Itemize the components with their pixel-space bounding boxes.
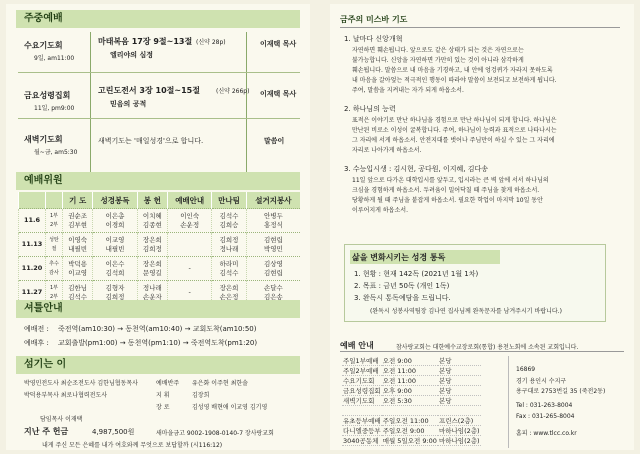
duty-cell: - xyxy=(168,281,212,305)
prayer-body: 자리로 나아가게 하옵소서. xyxy=(352,147,422,154)
duty-header: 봉 헌 xyxy=(137,192,167,209)
prayer-body: 크심을 경험하게 하옵소서. 두려움이 밀어닥칠 때 주님을 찾게 하옵소서. xyxy=(352,187,540,194)
prayer-body: 이루어지게 하옵소서. xyxy=(352,207,408,214)
duty-cell: 김희정 정나래 xyxy=(212,233,246,257)
duty-part: 1부 2부 xyxy=(46,281,63,305)
worship-sub: 믿음의 공적 xyxy=(110,100,147,108)
schedule-name: 주일2부예배 xyxy=(342,366,382,376)
duty-cell: 이교영 내필빈 xyxy=(93,233,137,257)
address-line: 용구대로 2753번길 35 (죽전2동) xyxy=(516,388,606,395)
bank-account: 새마을금고 9002-1908-0140-7 장사랑교회 xyxy=(156,430,274,437)
server-role: 지 휘 xyxy=(156,392,170,399)
server-role: 장 로 xyxy=(156,404,170,411)
schedule-place: 마하나임(2층) xyxy=(438,427,480,435)
server-names: 김성영 배현애 이교영 김기영 xyxy=(192,404,268,411)
weekday-worship-title: 주중예배 xyxy=(16,10,300,28)
duty-part: 추수감사 xyxy=(46,257,63,281)
bible-reading-item: 1. 현황 : 현재 142독 (2021년 1월 1차) xyxy=(354,270,479,278)
right-page xyxy=(330,4,634,450)
worship-leader: 이재택 목사 xyxy=(260,90,297,98)
worship-name: 새벽기도회 xyxy=(24,135,63,144)
schedule-time: 매월 5일오전 9:00 xyxy=(382,437,437,445)
duty-date: 11.6 xyxy=(19,209,46,233)
prayer-body: 그 자리에 서게 하옵소서. 안전지대를 벗어나 주님만이 하실 수 있는 그 자리에 xyxy=(352,137,555,144)
duty-date: 11.13 xyxy=(19,233,46,257)
offering-amount: 4,987,500원 xyxy=(92,428,135,436)
schedule-row xyxy=(342,426,481,436)
schedule-row xyxy=(342,396,481,406)
worship-text: 새벽기도는 '매일성경'으로 합니다. xyxy=(98,137,204,145)
prayer-body: 훼손됩니다. 말씀으로 내 마음을 기경하고, 내 안에 엉겅퀴가 자라지 못하도록 xyxy=(352,67,553,74)
prayer-body: 만난된 비로소 이성이 굴복합니다. 주여, 하나님이 능력과 표적으로 나타나시는 xyxy=(352,127,557,134)
schedule-row xyxy=(342,436,481,446)
worship-text: 마태복음 17장 9절~13절 xyxy=(98,37,193,46)
schedule-row xyxy=(342,376,481,386)
worship-time: 월~금, am5:30 xyxy=(34,149,78,156)
duty-cell: 김형자 김희정 xyxy=(93,281,137,305)
divider xyxy=(340,351,624,352)
schedule-place: 마하나임(2층) xyxy=(438,437,480,445)
duty-cell: 권순조 김부현 xyxy=(63,209,93,233)
schedule-place: 본당 xyxy=(438,386,481,396)
worship-name: 수요기도회 xyxy=(24,41,63,50)
prayer-body: 당황하게 될 때 주님을 붙잡게 하옵소서. 필요한 학업이 마지막 10일 동안 xyxy=(352,197,543,204)
bible-reading-item: 3. 완독시 통독예담을 드립니다. xyxy=(354,294,451,302)
postal-code: 16869 xyxy=(516,366,536,373)
server-line: 박덕용부목사 최로나협력전도사 xyxy=(24,392,108,399)
prayer-body: 불가능합니다. 신앙을 자연하면 가만히 있는 것이 아니라 삼각하게 xyxy=(352,57,524,64)
duty-row xyxy=(19,209,301,233)
prayer-title: 금주의 미스바 기도 xyxy=(340,15,408,24)
prayer-body: 주여, 말씀을 지켜내는 자가 되게 하옵소서. xyxy=(352,87,464,94)
address-line: 경기 용인시 수지구 xyxy=(516,378,567,385)
duty-row xyxy=(19,233,301,257)
servers-title: 섬기는 이 xyxy=(16,356,300,374)
server-line: 박영민전도사 최순조전도사 김한님협동목사 xyxy=(24,380,138,387)
schedule-name: 다니엘중등부 xyxy=(343,427,381,435)
bible-verse: 내게 주신 모든 은혜를 내가 여호와께 무엇으로 보답할까 (시116:12) xyxy=(42,442,223,449)
worship-leader: 말씀이 xyxy=(264,137,285,145)
duty-cell: 장은희 손은정 xyxy=(212,281,246,305)
divider xyxy=(18,72,300,73)
service-schedule xyxy=(342,356,481,446)
schedule-time: 오전 9:00 xyxy=(382,356,438,366)
duty-date: 11.27 xyxy=(19,281,46,305)
schedule-name: 유초등부예배 xyxy=(343,417,381,425)
telephone: Tel : 031-263-8004 xyxy=(516,402,573,409)
prayer-head: 3. 수능입시생 : 김시현, 공다원, 이지혜, 김다송 xyxy=(344,165,489,173)
left-page xyxy=(6,4,310,450)
duty-cell: 김현립 박영민 xyxy=(246,233,300,257)
worship-leader: 이재택 목사 xyxy=(260,40,297,48)
fax: Fax : 031-265-8004 xyxy=(516,413,575,420)
duty-cell: 하라미 김석수 xyxy=(212,257,246,281)
duty-part: 성탄절 xyxy=(46,233,63,257)
duty-header: 예배안내 xyxy=(168,192,212,209)
schedule-name: 새벽기도회 xyxy=(342,396,382,406)
divider xyxy=(508,356,509,448)
divider xyxy=(340,27,620,28)
shuttle-route: 죽전역(am10:30) → 동천역(am10:40) → 교회도착(am10:50) xyxy=(58,325,257,333)
duty-cell: 안병두 홍정식 xyxy=(246,209,300,233)
bible-reading-item: 2. 목표 : 금년 50독 (개인 1독) xyxy=(354,282,450,290)
worship-text: 고린도전서 3장 10절~15절 xyxy=(98,86,200,95)
schedule-name: 주일1부예배 xyxy=(342,356,382,366)
duty-cell: 이은수 김석희 xyxy=(93,257,137,281)
divider xyxy=(18,118,300,119)
shuttle-route: 교회출발(pm1:00) → 동천역(pm1:10) → 죽전역도착(pm1:20) xyxy=(58,339,258,347)
worship-time: 9일, am11:00 xyxy=(34,55,75,62)
schedule-time: 오전 11:00 xyxy=(382,376,438,386)
duty-part: 1부 2부 xyxy=(46,209,63,233)
schedule-place: 본당 xyxy=(438,376,481,386)
schedule-row xyxy=(342,366,481,376)
church-affiliation: 참사랑교회는 대한예수교장로회(통합) 용천노회에 소속된 교회입니다. xyxy=(396,344,579,351)
duty-cell: 장은희 문영길 xyxy=(137,257,167,281)
schedule-place: 본당 xyxy=(438,366,481,376)
schedule-time: 오전 5:30 xyxy=(382,396,438,406)
worship-note: (신약 266p) xyxy=(216,88,250,95)
duty-header-date xyxy=(19,192,46,209)
prayer-body: 자연하면 훼손됩니다. 앞으로도 같은 상태가 되는 것은 자연으로는 xyxy=(352,47,524,54)
offering-label: 지난 주 헌금 xyxy=(24,427,69,436)
worship-name: 금요성령집회 xyxy=(24,91,71,100)
schedule-place: 프린스(2층) xyxy=(438,416,481,426)
divider xyxy=(90,32,91,176)
schedule-place: 본당 xyxy=(438,356,481,366)
schedule-time xyxy=(382,406,438,416)
duty-cell: 장은희 김희정 xyxy=(137,233,167,257)
prayer-body: 내 마음을 갈아엎는 적극적인 행동이 따라야 말씀이 보전되고 보전하게 됩니다. xyxy=(352,77,557,84)
schedule-row xyxy=(342,406,481,416)
schedule-row xyxy=(342,356,481,366)
duty-header: 설거지봉사 xyxy=(246,192,300,209)
duty-cell: 김한님 김석수 xyxy=(63,281,93,305)
duty-header: 만나팀 xyxy=(212,192,246,209)
duty-header-part xyxy=(46,192,63,209)
schedule-name xyxy=(342,406,382,416)
duty-title: 예배위원 xyxy=(16,172,300,190)
schedule-time: 주일오전 11:00 xyxy=(382,416,438,426)
schedule-place: 본당 xyxy=(438,396,481,406)
duty-cell: 정나래 손운자 xyxy=(137,281,167,305)
shuttle-label: 예배후 : xyxy=(24,339,49,347)
schedule-place xyxy=(438,406,481,416)
worship-note: (신약 28p) xyxy=(196,39,226,46)
worship-sub: 엘리야의 심정 xyxy=(110,51,154,59)
schedule-time: 오전 11:00 xyxy=(382,366,438,376)
duty-cell: 이영숙 내필빈 xyxy=(63,233,93,257)
duty-cell: 박덕용 이교영 xyxy=(63,257,93,281)
duty-cell xyxy=(168,233,212,257)
schedule-name: 수요기도회 xyxy=(342,376,382,386)
shuttle-label: 예배전 : xyxy=(24,325,49,333)
server-role: 예배반주 xyxy=(156,380,180,387)
shuttle-title: 셔틀안내 xyxy=(16,300,300,318)
homepage[interactable]: 홈피 : www.tlcc.co.kr xyxy=(516,430,577,437)
divider xyxy=(246,32,247,176)
prayer-head: 2. 하나님의 능력 xyxy=(344,105,396,113)
prayer-head: 1. 날마다 신앙개혁 xyxy=(344,35,403,43)
duty-header-row xyxy=(19,192,301,209)
bible-reading-note: (완독시 성봉사역팀장 김나연 집사님께 완독문자를 남겨주시기 바랍니다.) xyxy=(370,308,562,315)
duty-cell: - xyxy=(168,257,212,281)
schedule-name: 금요성령집회 xyxy=(343,387,381,395)
service-info-title: 예배 안내 xyxy=(340,341,374,350)
duty-date: 11.20 xyxy=(19,257,46,281)
schedule-row xyxy=(342,386,481,396)
duty-cell: 손달수 김은송 xyxy=(246,281,300,305)
schedule-time: 주일오전 9:00 xyxy=(382,426,438,436)
duty-cell: 이치혜 김종현 xyxy=(137,209,167,233)
server-names: 김장희 xyxy=(192,392,210,399)
duty-cell: 이인숙 손운정 xyxy=(168,209,212,233)
schedule-name: 3040공동체 xyxy=(342,436,382,446)
bible-reading-title: 삶을 변화시키는 성경 통독 xyxy=(352,253,446,262)
prayer-body: 표적은 이야기로 만난 하나님을 경험으로 만난 하나님이 되게 합니다. 하나님은 xyxy=(352,117,557,124)
duty-row xyxy=(19,257,301,281)
duty-cell: 이은총 이경희 xyxy=(93,209,137,233)
schedule-row xyxy=(342,416,481,426)
duty-header: 성경봉독 xyxy=(93,192,137,209)
server-names: 유은화 이주현 최한솔 xyxy=(192,380,248,387)
prayer-body: 11일 앞으로 다가온 대학입시를 앞두고, 입시라는 큰 벽 앞에 서서 하나님의 xyxy=(352,177,549,184)
duty-body xyxy=(19,209,301,305)
duty-cell: 김상영 김현립 xyxy=(246,257,300,281)
senior-pastor: 담임목사 이재택 xyxy=(40,416,83,423)
duty-header: 기 도 xyxy=(63,192,93,209)
duty-cell: 김석수 김희승 xyxy=(212,209,246,233)
duty-table xyxy=(18,192,300,304)
worship-time: 11일, pm9:00 xyxy=(34,105,75,112)
schedule-time: 오후 9:00 xyxy=(382,386,438,396)
